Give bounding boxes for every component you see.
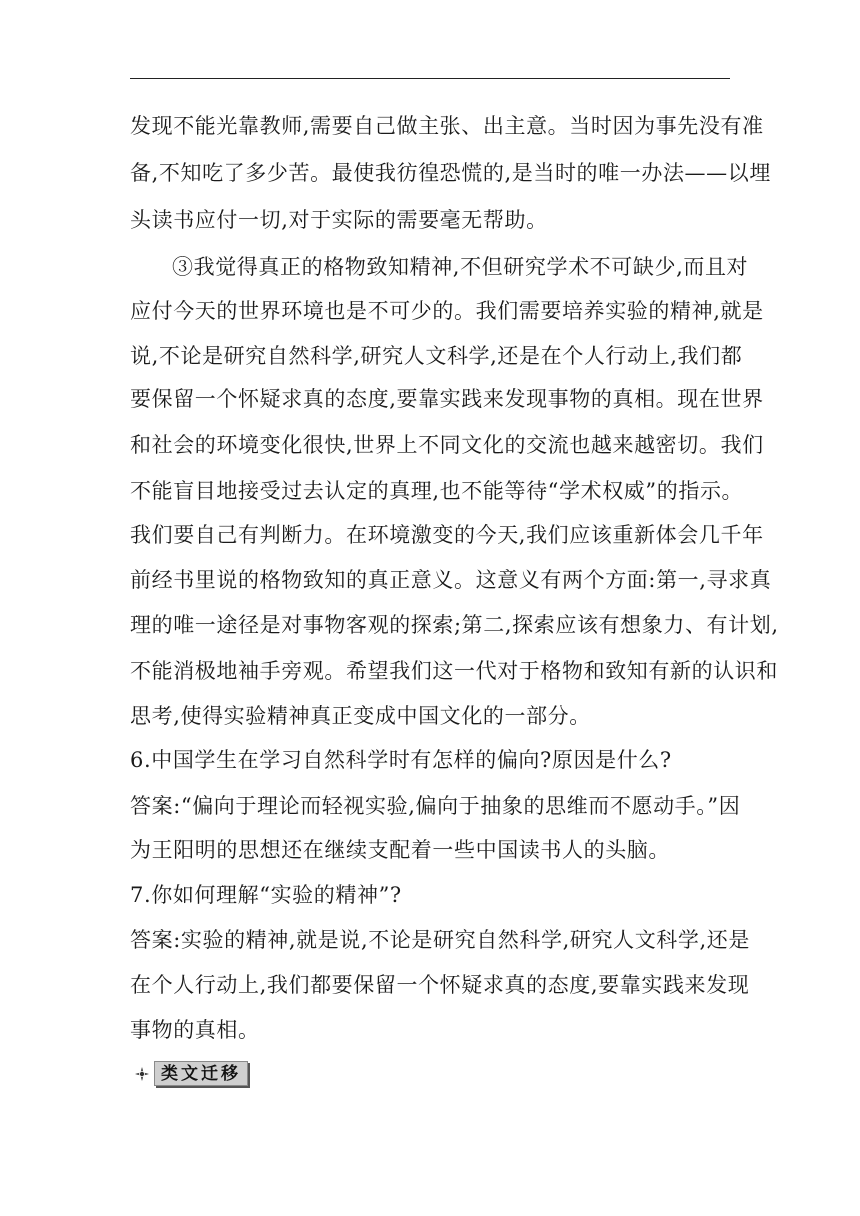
paragraph-line: 不能消极地袖手旁观。希望我们这一代对于格物和致知有新的认识和 (130, 659, 778, 683)
fleuron-icon (134, 1066, 150, 1082)
header-rule (130, 78, 730, 79)
paragraph-line: 不能盲目地接受过去认定的真理,也不能等待“学术权威”的指示。 (130, 479, 744, 503)
question-7: 7.你如何理解“实验的精神”? (130, 883, 402, 907)
paragraph-line: 说,不论是研究自然科学,研究人文科学,还是在个人行动上,我们都 (130, 344, 743, 368)
paragraph-line: 思考,使得实验精神真正变成中国文化的一部分。 (130, 704, 591, 728)
paragraph-line: 要保留一个怀疑求真的态度,要靠实践来发现事物的真相。现在世界 (130, 387, 764, 411)
paragraph-line: 理的唯一途径是对事物客观的探索;第二,探索应该有想象力、有计划, (130, 613, 779, 637)
answer-7-line: 答案:实验的精神,就是说,不论是研究自然科学,研究人文科学,还是 (130, 928, 750, 952)
answer-6-line: 答案:“偏向于理论而轻视实验,偏向于抽象的思维而不愿动手。”因 (130, 794, 741, 818)
paragraph-line: ③我觉得真正的格物致知精神,不但研究学术不可缺少,而且对 (172, 255, 749, 279)
section-tag-label: 类文迁移 (154, 1061, 248, 1086)
paragraph-line: 我们要自己有判断力。在环境激变的今天,我们应该重新体会几千年 (130, 523, 764, 547)
paragraph-line: 备,不知吃了多少苦。最使我彷徨恐慌的,是当时的唯一办法——以埋 (130, 161, 771, 185)
answer-7-line: 在个人行动上,我们都要保留一个怀疑求真的态度,要靠实践来发现 (130, 973, 750, 997)
paragraph-line: 和社会的环境变化很快,世界上不同文化的交流也越来越密切。我们 (130, 433, 764, 457)
paragraph-line: 发现不能光靠教师,需要自己做主张、出主意。当时因为事先没有准 (130, 114, 764, 138)
answer-7-line: 事物的真相。 (130, 1018, 260, 1042)
paragraph-line: 头读书应付一切,对于实际的需要毫无帮助。 (130, 208, 548, 232)
question-6: 6.中国学生在学习自然科学时有怎样的偏向?原因是什么? (130, 748, 672, 772)
paragraph-line: 应付今天的世界环境也是不可少的。我们需要培养实验的精神,就是 (130, 299, 764, 323)
paragraph-line: 前经书里说的格物致知的真正意义。这意义有两个方面:第一,寻求真 (130, 568, 772, 592)
section-tag (134, 1061, 248, 1086)
answer-6-line: 为王阳明的思想还在继续支配着一些中国读书人的头脑。 (130, 838, 670, 862)
